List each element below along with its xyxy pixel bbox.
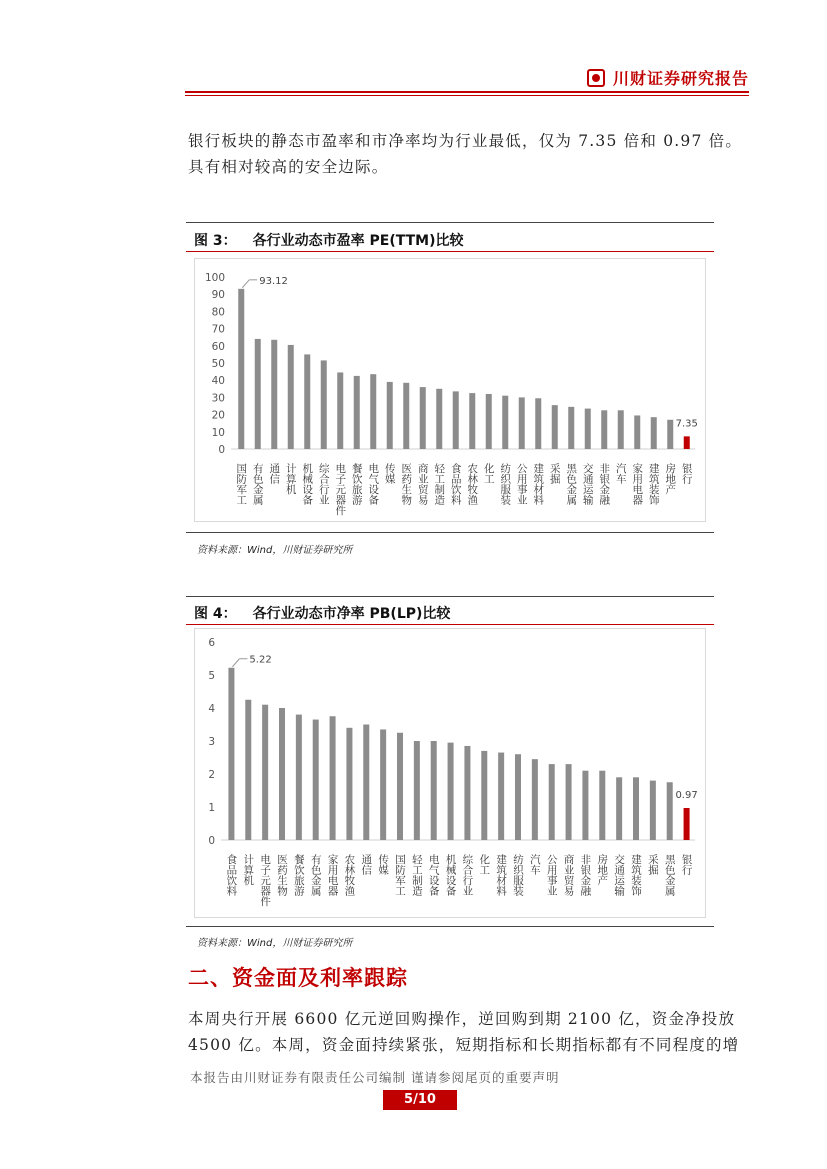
x-tick-label: 汽车 (528, 854, 541, 875)
page-number: 5/10 (383, 1090, 457, 1110)
bar-建筑材料 (535, 398, 541, 449)
x-tick-label: 建筑材料 (532, 463, 545, 505)
bar-建筑材料 (498, 753, 504, 840)
figure-3-source: 资料来源：Wind，川财证券研究所 (197, 545, 353, 556)
x-tick-label: 综合行业 (461, 854, 474, 896)
bar-机械设备 (304, 354, 310, 449)
x-tick-label: 黑色金属 (565, 463, 578, 505)
bar-轻工制造 (414, 741, 420, 840)
y-tick-label: 50 (211, 358, 225, 370)
x-tick-label: 传媒 (377, 854, 390, 875)
x-tick-label: 银行 (680, 854, 693, 875)
x-tick-label: 农林牧渔 (466, 463, 479, 505)
y-tick-label: 5 (208, 670, 215, 682)
x-tick-label: 商业贸易 (416, 463, 429, 505)
bar-家用电器 (634, 415, 640, 449)
y-tick-label: 0 (218, 444, 225, 456)
pb-chart (195, 629, 705, 917)
x-tick-label: 公用事业 (545, 854, 558, 896)
pb-chart-frame (194, 628, 706, 918)
y-tick-label: 40 (211, 375, 225, 388)
bar-银行 (684, 436, 690, 449)
report-brand (587, 66, 749, 89)
bar-农林牧渔 (346, 728, 352, 840)
bar-商业贸易 (566, 764, 572, 840)
data-label: 5.22 (249, 654, 272, 666)
bar-计算机 (288, 345, 294, 449)
footer-disclaimer: 本报告由川财证券有限责任公司编制 谨请参阅尾页的重要声明 (190, 1070, 560, 1085)
x-tick-label: 食品饮料 (449, 463, 462, 505)
x-tick-label: 国防军工 (394, 854, 406, 896)
bar-有色金属 (313, 720, 319, 840)
pe-chart-frame (194, 258, 706, 522)
data-label-leader (242, 280, 249, 288)
figure-4-title-rule (186, 624, 714, 625)
bar-国防军工 (397, 733, 403, 840)
bar-计算机 (245, 700, 251, 840)
y-tick-label: 10 (211, 426, 225, 439)
y-tick-label: 30 (211, 392, 225, 405)
y-tick-label: 1 (208, 802, 215, 814)
y-tick-label: 4 (208, 703, 215, 715)
figure-4-caption: 各行业动态市净率 PB(LP)比较 (252, 606, 451, 622)
company-logo-icon (587, 69, 605, 87)
bar-建筑装饰 (651, 417, 657, 449)
bar-房地产 (599, 771, 605, 840)
x-tick-label: 计算机 (242, 854, 255, 886)
bar-公用事业 (549, 764, 555, 840)
y-tick-label: 6 (208, 637, 215, 649)
x-tick-label: 化工 (478, 854, 491, 875)
x-tick-label: 农林牧渔 (343, 854, 356, 896)
x-tick-label: 非银金融 (579, 854, 592, 896)
x-tick-label: 有色金属 (309, 854, 322, 896)
x-tick-label: 医药生物 (400, 463, 413, 505)
bar-交通运输 (616, 777, 622, 840)
intro-paragraph: 银行板块的静态市盈率和市净率均为行业最低，仅为 7.35 倍和 0.97 倍。具有相对较高的安全边际。 (188, 132, 743, 176)
y-tick-label: 2 (208, 769, 215, 781)
bar-通信 (271, 340, 277, 449)
bar-传媒 (387, 382, 393, 449)
x-tick-label: 机械设备 (444, 854, 457, 896)
x-tick-label: 综合行业 (317, 463, 330, 505)
x-tick-label: 家用电器 (631, 463, 644, 505)
x-tick-label: 汽车 (614, 463, 627, 484)
bar-纺织服装 (502, 396, 508, 449)
y-tick-label: 80 (211, 306, 225, 319)
bar-银行 (684, 808, 690, 840)
x-tick-label: 银行 (680, 463, 693, 484)
y-tick-label: 90 (211, 289, 225, 302)
figure-3-bottom-rule (186, 532, 714, 533)
bar-汽车 (532, 759, 538, 840)
x-tick-label: 通信 (268, 463, 281, 484)
x-tick-label: 电气设备 (367, 463, 380, 505)
body-paragraph: 本周央行开展 6600 亿元逆回购操作，逆回购到期 2100 亿，资金净投放 4500 亿。本周，资金面持续紧张，短期指标和长期指标都有不同程度的增 (188, 1010, 740, 1054)
bar-通信 (363, 725, 369, 841)
bar-交通运输 (585, 409, 591, 449)
x-tick-label: 轻工制造 (410, 854, 423, 896)
bar-非银金融 (582, 771, 588, 840)
pe-chart (195, 259, 705, 521)
header-rule (185, 91, 749, 93)
bar-有色金属 (255, 339, 261, 449)
bar-综合行业 (321, 360, 327, 449)
figure-4-number: 图 4： (194, 606, 237, 622)
bar-机械设备 (448, 743, 454, 840)
x-tick-label: 房地产 (664, 463, 677, 495)
x-tick-label: 建筑装饰 (630, 854, 642, 896)
data-label: 93.12 (259, 275, 288, 287)
x-tick-label: 医药生物 (276, 854, 288, 896)
section-heading: 二、资金面及利率跟踪 (188, 965, 408, 990)
bar-综合行业 (464, 746, 470, 840)
x-tick-label: 化工 (482, 463, 495, 484)
bar-电子元器件 (262, 705, 268, 840)
x-tick-label: 餐饮旅游 (350, 463, 363, 505)
bar-汽车 (618, 410, 624, 449)
x-tick-label: 通信 (360, 854, 373, 875)
bar-采掘 (650, 781, 656, 840)
y-tick-label: 70 (211, 323, 225, 336)
x-tick-label: 电子元器件 (259, 854, 272, 907)
figure-4-source: 资料来源：Wind，川财证券研究所 (197, 938, 353, 949)
figure-3-top-rule (186, 222, 714, 223)
bar-非银金融 (601, 410, 607, 449)
y-tick-label: 100 (204, 272, 225, 284)
x-tick-label: 有色金属 (251, 463, 264, 505)
bar-医药生物 (279, 708, 285, 840)
bar-商业贸易 (420, 387, 426, 449)
bar-建筑装饰 (633, 777, 639, 840)
y-tick-label: 0 (208, 835, 215, 847)
data-label: 7.35 (675, 418, 698, 430)
bar-农林牧渔 (469, 393, 475, 449)
x-tick-label: 食品饮料 (225, 854, 238, 896)
x-tick-label: 采掘 (646, 854, 659, 875)
x-tick-label: 计算机 (284, 463, 297, 495)
x-tick-label: 房地产 (596, 854, 609, 886)
figure-4-bottom-rule (186, 926, 714, 927)
x-tick-label: 采掘 (548, 463, 561, 484)
bar-食品饮料 (228, 668, 234, 840)
bar-黑色金属 (667, 782, 673, 840)
bar-电子元器件 (337, 372, 343, 449)
x-tick-label: 传媒 (383, 463, 396, 484)
x-tick-label: 交通运输 (613, 854, 626, 896)
x-tick-label: 轻工制造 (433, 463, 446, 505)
brand-name: 川财证券研究报告 (612, 69, 749, 88)
x-tick-label: 电子元器件 (334, 463, 347, 516)
x-tick-label: 建筑装饰 (647, 463, 660, 505)
figure-3-title (194, 230, 463, 250)
y-tick-label: 3 (208, 736, 215, 748)
bar-轻工制造 (436, 389, 442, 449)
x-tick-label: 商业贸易 (562, 854, 575, 896)
y-tick-label: 20 (211, 409, 225, 422)
x-tick-label: 餐饮旅游 (292, 854, 305, 896)
bar-传媒 (380, 729, 386, 840)
x-tick-label: 交通运输 (581, 463, 594, 505)
bar-医药生物 (403, 383, 409, 449)
x-tick-label: 家用电器 (326, 854, 339, 896)
bar-黑色金属 (568, 407, 574, 449)
bar-电气设备 (370, 374, 376, 449)
figure-3-caption: 各行业动态市盈率 PE(TTM)比较 (252, 233, 464, 249)
bar-房地产 (667, 420, 673, 449)
x-tick-label: 公用事业 (515, 463, 528, 505)
x-tick-label: 建筑材料 (495, 854, 508, 896)
x-tick-label: 电气设备 (427, 854, 440, 896)
bar-纺织服装 (515, 754, 521, 840)
data-label-leader (232, 659, 239, 667)
figure-3-title-rule (186, 251, 714, 252)
figure-3-number: 图 3： (194, 233, 237, 249)
bar-食品饮料 (453, 391, 459, 449)
bar-家用电器 (330, 716, 336, 840)
bar-餐饮旅游 (354, 376, 360, 449)
bar-化工 (481, 751, 487, 840)
figure-4-title (194, 603, 450, 623)
x-tick-label: 纺织服装 (499, 463, 512, 505)
x-tick-label: 纺织服装 (512, 854, 524, 896)
bar-公用事业 (519, 397, 525, 449)
bar-餐饮旅游 (296, 715, 302, 840)
bar-电气设备 (431, 741, 437, 840)
header-rule-thin (185, 95, 749, 96)
bar-采掘 (552, 405, 558, 449)
x-tick-label: 非银金融 (598, 463, 611, 505)
x-tick-label: 机械设备 (301, 463, 314, 505)
bar-国防军工 (238, 289, 244, 449)
x-tick-label: 国防军工 (235, 463, 248, 505)
x-tick-label: 黑色金属 (663, 854, 676, 896)
data-label: 0.97 (675, 789, 698, 801)
figure-4-top-rule (186, 596, 714, 597)
y-tick-label: 60 (211, 340, 225, 353)
bar-化工 (486, 394, 492, 449)
